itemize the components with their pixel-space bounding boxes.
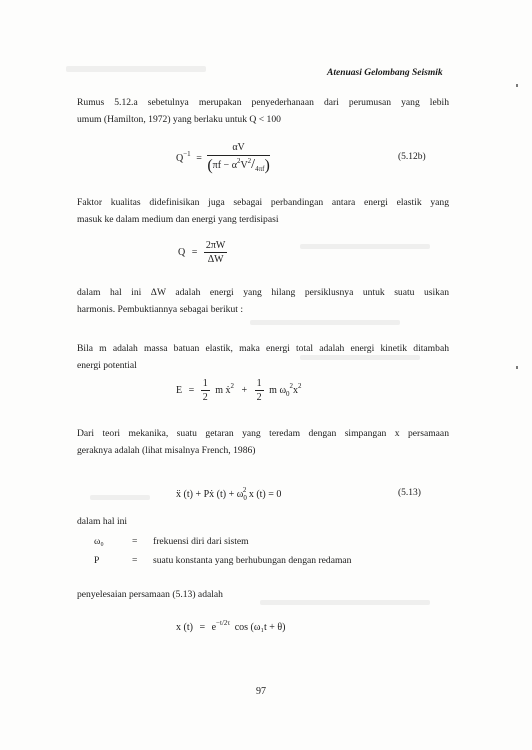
eq-cos: cos [234,622,249,633]
eq-kinetic-term: m ẋ [215,384,231,396]
eq-equals: = [188,384,195,396]
eq-lhs: ẍ (t) + Pẋ (t) + ω [176,489,244,500]
eq-equals: = [199,622,206,633]
eq-x: x [293,384,299,396]
equation-5-12b [176,142,270,175]
paragraph-line: umum (Hamilton, 1972) yang berlaku untuk Q < 100 [77,114,281,125]
equation-number: (5.13) [398,488,421,498]
eq-fraction [207,142,269,175]
eq-den-exp: 2 [236,157,241,165]
eq-lhs: x (t) [176,622,193,633]
eq-argument: (ω₁t + θ) [250,622,286,633]
paragraph-line: dalam hal ini [77,516,128,527]
eq-lhs: E [176,384,183,396]
eq-sub: 0 [243,494,247,502]
eq-exp: 2 [230,381,235,390]
paragraph-line: Bila m adalah massa batuan elastik, maka energi total adalah energi kinetik ditambah [77,343,449,354]
eq-den-minus: − [223,160,230,171]
eq-lhs: Q [178,246,186,258]
scan-artifact [90,495,150,500]
eq-denominator: 2 [202,392,208,403]
paragraph-line: Faktor kualitas didefinisikan juga sebagai perbandingan antara energi elastik yang [77,197,449,208]
paragraph-line: Dari teori mekanika, suatu getaran yang teredam dengan simpangan x persamaan [77,428,449,439]
page-number: 97 [256,686,266,697]
running-head: Atenuasi Gelombang Seismik [327,68,443,78]
eq-numerator: 1 [256,378,262,389]
eq-exp: 2 [242,486,247,494]
scan-artifact [300,244,430,249]
eq-paren-open: ( [207,157,213,174]
definition-equals: = [132,536,138,547]
eq-exp: 2 [289,381,294,390]
eq-sub: 0 [286,389,290,398]
eq-den-term: 4πf [255,165,265,173]
eq-den-term: πf [212,160,222,171]
eq-exp-base: e [211,622,217,633]
eq-fraction-half [255,378,264,403]
equation-q [178,240,227,265]
paragraph-line: dalam hal ini ΔW adalah energi yang hilang persiklusnya untuk suatu usikan [77,287,449,298]
equation-solution [176,619,285,633]
eq-denominator: ΔW [207,254,224,265]
eq-exp: 2 [298,381,302,390]
definition-symbol: P [94,555,100,566]
eq-exponent: −t/2τ [216,619,231,627]
equation-energy [176,378,302,403]
definition-text: frekuensi diri dari sistem [153,536,249,547]
eq-equals: = [196,152,202,164]
paragraph-line: harmonis. Pembuktiannya sebagai berikut : [77,304,243,315]
definition-symbol: ω₀ [94,536,104,547]
eq-plus: + [241,384,248,396]
eq-rhs: x (t) = 0 [246,489,282,500]
eq-fraction-half [201,378,210,403]
eq-den-slash: / [251,157,256,172]
eq-lhs-exponent: −1 [183,149,191,158]
definition-text: suatu konstanta yang berhubungan dengan redaman [153,555,352,566]
eq-numerator: 1 [202,378,208,389]
scan-edge-mark [516,84,518,87]
paragraph-line: penyelesaian persamaan (5.13) adalah [77,589,223,600]
eq-den-alpha: α [231,160,237,171]
eq-equals: = [191,246,198,258]
eq-lhs: Q [176,152,184,164]
scan-artifact [250,320,400,325]
paragraph-line: geraknya adalah (lihat misalnya French, 1986) [77,445,256,456]
scan-artifact [66,66,206,72]
eq-den-exp: 2 [247,157,252,165]
eq-fraction [204,240,228,265]
paragraph-line: Rumus 5.12.a sebetulnya merupakan penyederhanaan dari perumusan yang lebih [77,97,449,108]
eq-denominator [207,156,269,175]
eq-denominator: 2 [256,392,262,403]
eq-numerator: αV [207,142,269,156]
equation-5-13 [176,486,281,502]
scan-edge-mark [516,366,518,369]
equation-number: (5.12b) [398,152,426,162]
definition-equals: = [132,555,138,566]
eq-numerator: 2πW [205,240,226,251]
eq-den-v: V [240,160,248,171]
eq-paren-close: ) [264,157,270,174]
paragraph-line: energi potential [77,360,137,371]
paragraph-line: masuk ke dalam medium dan energi yang terdisipasi [77,214,279,225]
eq-potential-term: m ω [269,384,287,396]
